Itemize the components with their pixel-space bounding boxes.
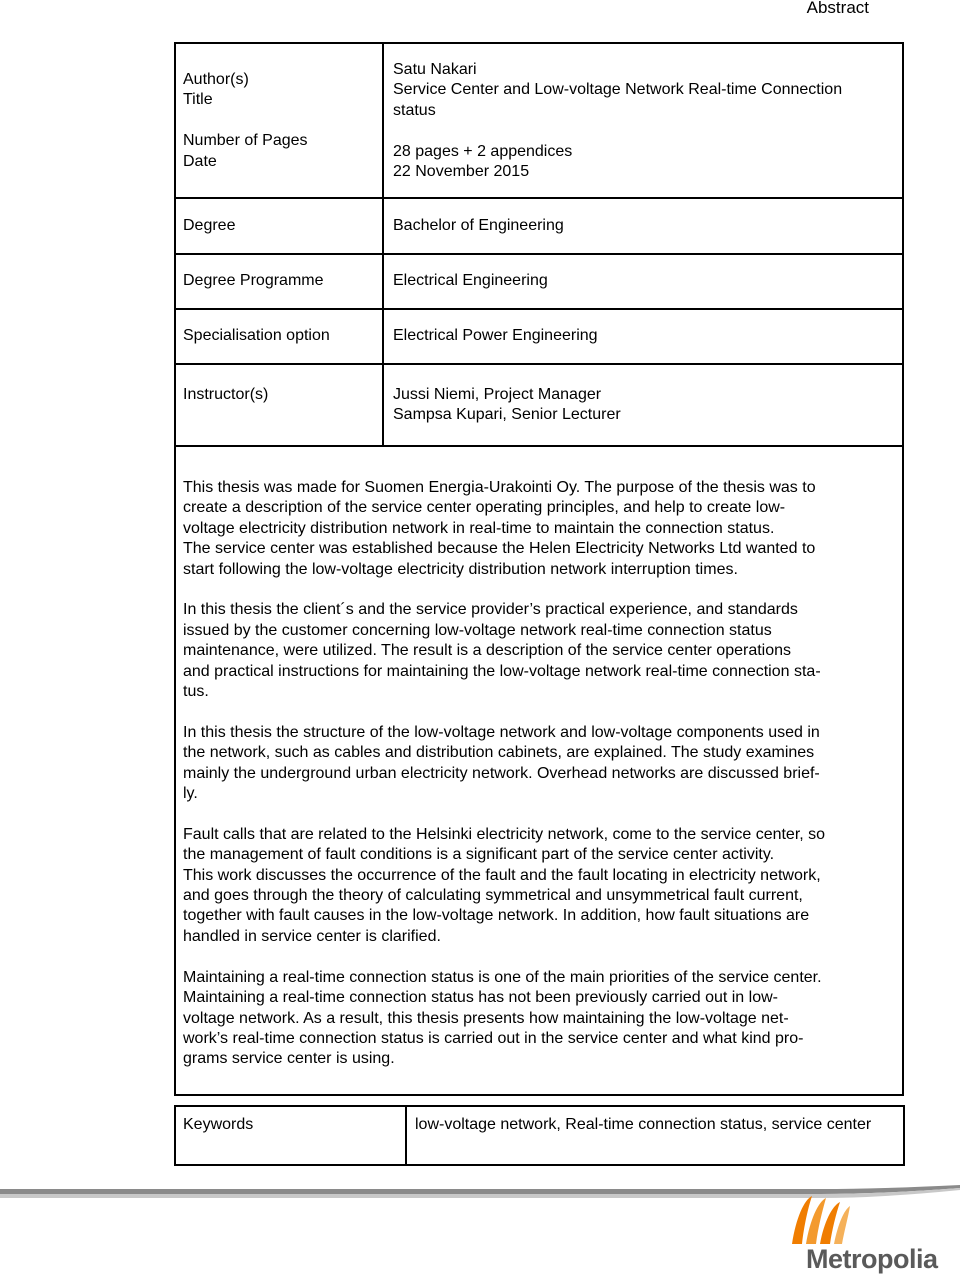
abstract-line: The service center was established because the Helen Electricity Networks Ltd wanted to: [183, 540, 816, 558]
abstract-line: This thesis was made for Suomen Energia-Urakointi Oy. The purpose of the thesis was to: [183, 479, 816, 496]
abstract-line: create a description of the service center operating principles, and help to create low-: [183, 499, 786, 517]
specialisation-label: Specialisation option: [183, 327, 330, 344]
abstract-line: mainly the underground urban electricity network. Overhead networks are discussed brief-: [183, 764, 820, 782]
instructor-1: Jussi Niemi, Project Manager: [393, 386, 602, 403]
abstract-line: together with fault causes in the low-voltage network. In addition, how fault situations are: [183, 907, 810, 925]
author-label: Author(s): [183, 71, 249, 88]
abstract-line: Maintaining a real-time connection status has not been previously carried out in low-: [183, 989, 778, 1007]
abstract-line: and goes through the theory of calculating symmetrical and unsymmetrical fault current,: [183, 887, 803, 905]
abstract-line: maintenance, were utilized. The result is a description of the service center operations: [183, 642, 792, 660]
abstract-paragraph-4: [183, 825, 899, 947]
instructors-label: Instructor(s): [183, 386, 269, 403]
table-row-divider: [174, 445, 904, 447]
keywords-value: low-voltage network, Real-time connection status, service center: [415, 1116, 872, 1133]
title-label: Title: [183, 91, 213, 109]
abstract-line: In this thesis the structure of the low-voltage network and low-voltage components used in: [183, 723, 820, 741]
abstract-line: This work discusses the occurrence of the fault and the fault locating in electricity network,: [183, 866, 821, 884]
info-values: [393, 60, 842, 182]
programme-value: Electrical Engineering: [393, 272, 548, 289]
keywords-column-divider: [405, 1105, 407, 1166]
abstract-line: Maintaining a real-time connection status is one of the main priorities of the service center.: [183, 968, 822, 986]
instructor-2: Sampsa Kupari, Senior Lecturer: [393, 406, 621, 424]
abstract-line: issued by the customer concerning low-voltage network real-time connection status: [183, 621, 772, 639]
abstract-line: and practical instructions for maintaining the low-voltage network real-time connection sta-: [183, 662, 821, 680]
abstract-line: voltage electricity distribution network in real-time to maintain the connection status.: [183, 519, 775, 537]
abstract-body: [183, 478, 899, 1090]
table-row-divider: [174, 253, 904, 255]
degree-label: Degree: [183, 217, 236, 234]
abstract-paragraph-1: [183, 478, 899, 580]
table-row-divider: [174, 197, 904, 199]
author-value: Satu Nakari: [393, 61, 477, 78]
abstract-line: Fault calls that are related to the Helsinki electricity network, come to the service center, so: [183, 825, 826, 843]
specialisation-value: Electrical Power Engineering: [393, 327, 598, 344]
abstract-line: start following the low-voltage electricity distribution network interruption times.: [183, 560, 738, 578]
abstract-paragraph-5: [183, 968, 899, 1070]
table-column-divider: [382, 42, 384, 446]
abstract-line: tus.: [183, 683, 209, 701]
abstract-line: the management of fault conditions is a significant part of the service center activity.: [183, 846, 775, 864]
table-row-divider: [174, 363, 904, 365]
title-value-line2: status: [393, 101, 436, 119]
programme-label: Degree Programme: [183, 272, 324, 289]
metropolia-logo-icon: [786, 1188, 866, 1248]
table-row-divider: [174, 308, 904, 310]
page-header-abstract: Abstract: [806, 0, 869, 17]
instructors-value: [393, 385, 621, 426]
degree-value: Bachelor of Engineering: [393, 217, 564, 234]
abstract-line: handled in service center is clarified.: [183, 927, 441, 945]
date-label: Date: [183, 152, 217, 170]
date-value: 22 November 2015: [393, 163, 530, 181]
info-labels: [183, 70, 308, 172]
title-value-line1: Service Center and Low-voltage Network Real-time Connection: [393, 81, 843, 99]
abstract-line: work’s real-time connection status is carried out in the service center and what kind pro-: [183, 1029, 804, 1047]
abstract-line: grams service center is using.: [183, 1050, 395, 1068]
abstract-line: In this thesis the client´s and the service provider’s practical experience, and standards: [183, 601, 798, 619]
abstract-line: the network, such as cables and distribution cabinets, are explained. The study examines: [183, 744, 815, 762]
pages-label: Number of Pages: [183, 132, 308, 150]
pages-value: 28 pages + 2 appendices: [393, 142, 573, 160]
metropolia-wordmark: Metropolia: [806, 1244, 938, 1274]
abstract-paragraph-3: [183, 723, 899, 805]
keywords-label: Keywords: [183, 1116, 254, 1133]
abstract-line: ly.: [183, 785, 198, 803]
abstract-line: voltage network. As a result, this thesis presents how maintaining the low-voltage net-: [183, 1009, 789, 1027]
abstract-paragraph-2: [183, 600, 899, 702]
